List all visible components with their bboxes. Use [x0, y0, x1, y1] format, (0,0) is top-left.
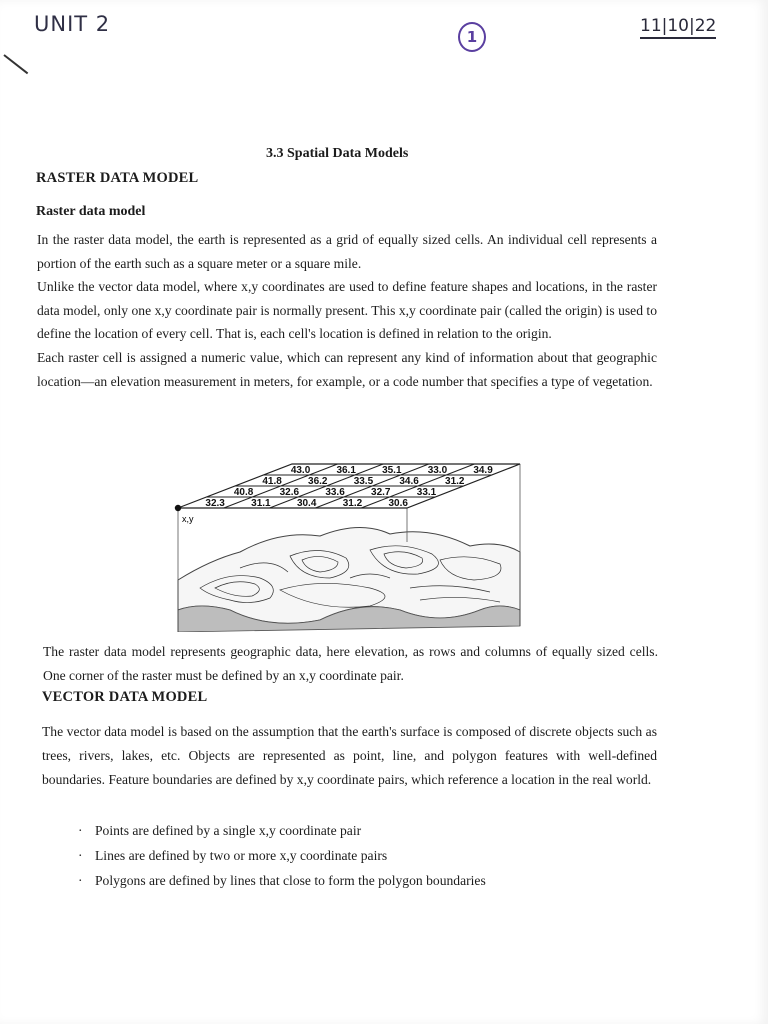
- grid-cell-value: 41.8: [262, 476, 282, 487]
- grid-cell-value: 33.0: [427, 465, 448, 476]
- grid-cell-value: 43.0: [290, 465, 311, 476]
- grid-cell-value: 40.8: [233, 487, 254, 498]
- figure-caption: The raster data model represents geographic data, here elevation, as rows and columns of equally sized cells. One corner of the raster must be defined by an x,y coordinate pair.: [43, 644, 658, 683]
- grid-cell-value: 32.3: [205, 498, 225, 509]
- raster-text-block: [37, 228, 657, 393]
- vector-feature-list: [78, 818, 486, 893]
- grid-cell-value: 31.2: [342, 498, 363, 509]
- raster-subheading: Raster data model: [36, 204, 146, 219]
- grid-cell-value: 36.2: [308, 476, 328, 487]
- grid-cell-value: 30.6: [388, 498, 408, 509]
- grid-cell-value: 33.6: [325, 487, 345, 498]
- list-item: · Points are defined by a single x,y coordinate pair: [78, 818, 486, 843]
- grid-cell-value: 32.6: [279, 487, 300, 498]
- margin-pen-mark: [3, 54, 28, 74]
- grid-cell-value: 33.1: [416, 487, 437, 498]
- handwritten-page-number: 1: [458, 22, 486, 52]
- vector-paragraph: The vector data model is based on the assumption that the earth's surface is composed of discrete objects such as trees, rivers, lakes, etc. Objects are represented as point, line, and polygon features with well-defined boundaries. Feature boundaries are defined by x,y coordinate pairs, which reference a location in the real world.: [42, 724, 657, 787]
- terrain-block: [178, 527, 520, 632]
- handwritten-unit-label: UNIT 2: [34, 12, 111, 36]
- grid-cell-value: 35.1: [382, 465, 402, 476]
- grid-cell-value: 36.1: [336, 465, 356, 476]
- raster-grid: [178, 464, 520, 509]
- raster-heading: RASTER DATA MODEL: [36, 170, 199, 186]
- section-title: 3.3 Spatial Data Models: [266, 146, 409, 161]
- grid-cell-value: 34.6: [399, 476, 419, 487]
- grid-cell-value: 34.9: [473, 465, 493, 476]
- origin-point: [175, 505, 181, 511]
- origin-label: x,y: [182, 514, 194, 524]
- grid-cell-value: 30.4: [296, 498, 317, 509]
- grid-cell-value: 31.2: [445, 476, 465, 487]
- raster-paragraph-2: Unlike the vector data model, where x,y coordinates are used to define feature shapes and locations, in the raster data model, only one x,y coordinate pair is normally present. This x,y coordinate pair (called the origin) is used to define the location of every cell. That is, each cell's location is defined in relation to the origin.: [37, 279, 657, 342]
- list-item: · Polygons are defined by lines that close to form the polygon boundaries: [78, 868, 486, 893]
- vector-heading: VECTOR DATA MODEL: [42, 689, 208, 705]
- raster-paragraph-3: Each raster cell is assigned a numeric value, which can represent any kind of information about that geographic location—an elevation measurement in meters, for example, or a code number that specifies a type of vegetation.: [37, 349, 657, 389]
- grid-cell-value: 31.1: [251, 498, 271, 509]
- raster-elevation-figure: [170, 460, 522, 632]
- raster-paragraph-1: In the raster data model, the earth is represented as a grid of equally sized cells. An individual cell represents a portion of the earth such as a square meter or a square mile.: [37, 232, 657, 271]
- handwritten-date: 11|10|22: [640, 16, 716, 39]
- list-item: · Lines are defined by two or more x,y coordinate pairs: [78, 843, 486, 868]
- grid-cell-value: 33.5: [353, 476, 374, 487]
- grid-cell-value: 32.7: [371, 487, 391, 498]
